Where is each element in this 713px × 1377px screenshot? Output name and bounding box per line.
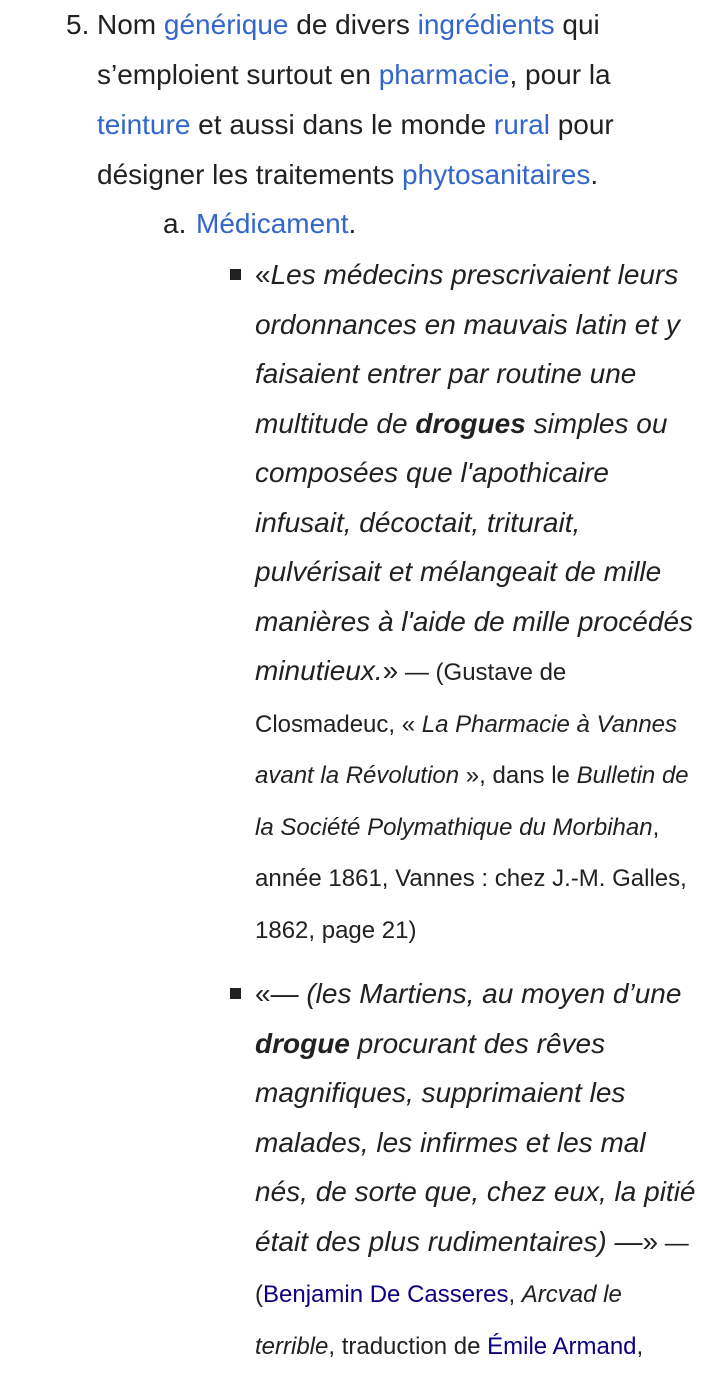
- bullet-icon: [230, 988, 241, 999]
- definition-number: 5.: [66, 9, 90, 40]
- bullet-icon: [230, 269, 241, 280]
- link-rural[interactable]: rural: [493, 109, 550, 140]
- link-pharmacie[interactable]: pharmacie: [378, 59, 510, 90]
- link-teinture[interactable]: teinture: [97, 109, 191, 140]
- subdefinition-text: Médicament.: [196, 208, 357, 239]
- example-source: (Benjamin De Casseres, Arcvad le terrible, traduction de Émile Armand,: [255, 1281, 644, 1360]
- link-generique[interactable]: générique: [163, 9, 289, 40]
- definition-text: Nom générique de divers ingrédients qui s’emploient surtout en pharmacie, pour la teinture et aussi dans le monde rural pour désigner les traitements phytosanitaires.: [97, 9, 614, 190]
- example-quote: «Les médecins prescrivaient leurs ordonnances en mauvais latin et y faisaient entrer par routine une multitude de drogues simples ou composées que l'apothicaire infusait, décoctait, triturait, pulvérisait et mélangeait de mille manières à l'aide de mille procédés minutieux.» — (Gustave de Closmadeuc, « La Pharmacie à Vannes avant la Révolution », dans le Bulletin de la Société Polymathique du Morbihan, année 1861, Vannes : chez J.-M. Galles, 1862, page 21): [255, 259, 694, 944]
- example-source: (Gustave de Closmadeuc, « La Pharmacie à Vannes avant la Révolution », dans le Bulletin de la Société Polymathique du Morbihan, année 1861, Vannes : chez J.-M. Galles, 1862, page 21): [255, 659, 689, 944]
- example-quote: «— (les Martiens, au moyen d’une drogue procurant des rêves magnifiques, supprimaient les malades, les infirmes et les mal nés, de sorte que, chez eux, la pitié était des plus rudimentaires) —» — (Benjamin De Casseres, Arcvad le terrible, traduction de Émile Armand,: [255, 978, 696, 1360]
- subdefinition-marker: a.: [163, 208, 187, 239]
- link-medicament[interactable]: Médicament: [196, 208, 349, 239]
- link-benjamin-de-casseres[interactable]: Benjamin De Casseres: [263, 1281, 509, 1308]
- link-emile-armand[interactable]: Émile Armand: [487, 1332, 637, 1360]
- link-phytosanitaires[interactable]: phytosanitaires: [402, 159, 591, 190]
- link-ingredients[interactable]: ingrédients: [417, 9, 555, 40]
